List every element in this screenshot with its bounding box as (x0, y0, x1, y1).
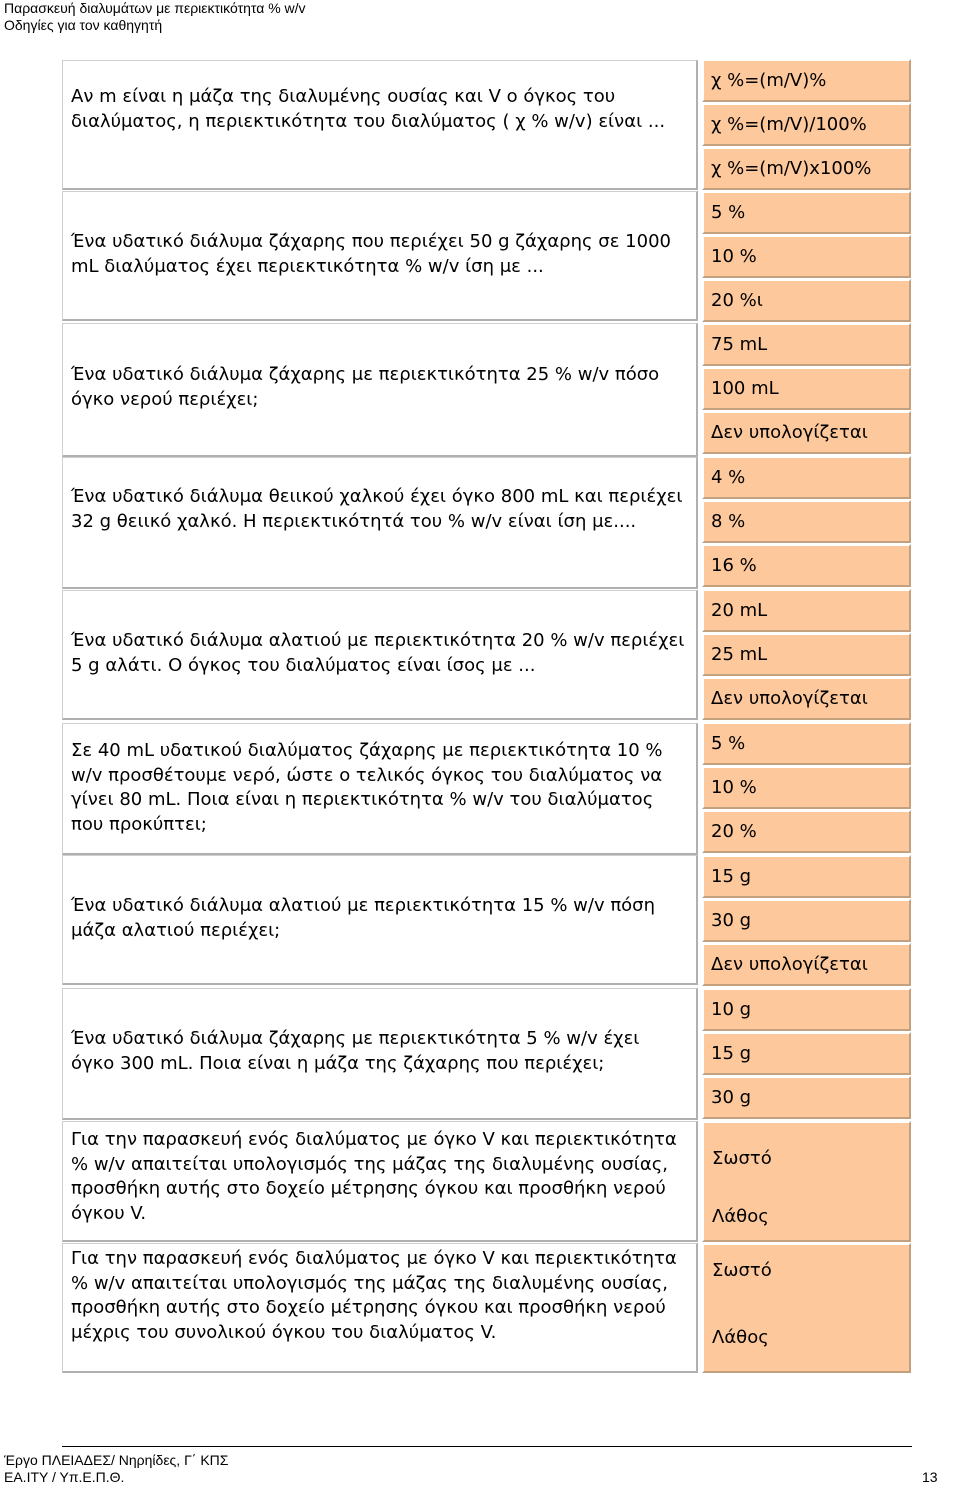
page-number: 13 (922, 1469, 938, 1485)
question-3-option-3[interactable]: Δεν υπολογίζεται (702, 411, 911, 454)
question-7-option-1[interactable]: 15 g (702, 855, 911, 898)
question-3-box (62, 323, 698, 457)
question-1-box (62, 60, 698, 190)
question-5-option-3[interactable]: Δεν υπολογίζεται (702, 677, 911, 720)
question-4-option-2[interactable]: 8 % (702, 500, 911, 543)
question-5-box (62, 590, 698, 720)
question-6-box (62, 723, 698, 855)
question-2-option-2[interactable]: 10 % (702, 235, 911, 278)
question-4-text: Ένα υδατικό διάλυμα θειικού χαλκού έχει όγκο 800 mL και περιέχει 32 g θειικό χαλκό. Η περιεκτικότητά του % w/v είναι ίση με.... (71, 486, 683, 532)
question-6-option-2[interactable]: 10 % (702, 766, 911, 809)
question-10-box (62, 1243, 698, 1373)
question-8-option-1[interactable]: 10 g (702, 988, 911, 1031)
question-1-option-3[interactable]: χ %=(m/V)x100% (702, 147, 911, 190)
question-3-text: Ένα υδατικό διάλυμα ζάχαρης με περιεκτικότητα 25 % w/v πόσο όγκο νερού περιέχει; (71, 364, 660, 410)
question-7-box (62, 855, 698, 985)
question-8-text: Ένα υδατικό διάλυμα ζάχαρης με περιεκτικότητα 5 % w/v έχει όγκο 300 mL. Ποια είναι η μάζα της ζάχαρης που περιέχει; (71, 1028, 640, 1074)
question-5-option-1[interactable]: 20 mL (702, 589, 911, 632)
question-5-text: Ένα υδατικό διάλυμα αλατιού με περιεκτικότητα 20 % w/v περιέχει 5 g αλάτι. Ο όγκος του διαλύματος είναι ίσος με ... (71, 630, 685, 676)
question-4-box (62, 457, 698, 589)
question-10-options (702, 1243, 911, 1373)
footer-project: Έργο ΠΛΕΙΑΔΕΣ/ Νηρηίδες, Γ΄ ΚΠΣ (4, 1452, 229, 1468)
question-8-option-2[interactable]: 15 g (702, 1032, 911, 1075)
header-title: Παρασκευή διαλυμάτων με περιεκτικότητα % w/v (4, 0, 306, 16)
question-10-text: Για την παρασκευή ενός διαλύματος με όγκο V και περιεκτικότητα % w/v απαιτείται υπολογισμός της μάζας της διαλυμένης ουσίας, προσθήκη αυτής στο δοχείο μέτρησης όγκου και προσθήκη νερού μέχρις του συνολικού όγκου του διαλύματος V. (71, 1248, 677, 1343)
question-3-option-2[interactable]: 100 mL (702, 367, 911, 410)
question-8-option-3[interactable]: 30 g (702, 1076, 911, 1119)
question-9-box (62, 1121, 698, 1242)
question-7-option-3[interactable]: Δεν υπολογίζεται (702, 943, 911, 986)
question-9-option-true[interactable]: Σωστό (712, 1148, 772, 1169)
question-6-option-1[interactable]: 5 % (702, 722, 911, 765)
footer-org: ΕΑ.ΙΤΥ / Υπ.Ε.Π.Θ. (4, 1469, 125, 1485)
question-9-text: Για την παρασκευή ενός διαλύματος με όγκο V και περιεκτικότητα % w/v απαιτείται υπολογισμός της μάζας της διαλυμένης ουσίας, προσθήκη αυτής στο δοχείο μέτρησης όγκου και προσθήκη νερού όγκου V. (71, 1129, 677, 1224)
question-1-option-2[interactable]: χ %=(m/V)/100% (702, 103, 911, 146)
question-2-option-3[interactable]: 20 %ι (702, 279, 911, 322)
question-9-options (702, 1121, 911, 1242)
header-subtitle: Οδηγίες για τον καθηγητή (4, 17, 163, 33)
question-1-option-1[interactable]: χ %=(m/V)% (702, 59, 911, 102)
question-6-text: Σε 40 mL υδατικού διαλύματος ζάχαρης με περιεκτικότητα 10 % w/v προσθέτουμε νερό, ώστε ο τελικός όγκος του διαλύματος να γίνει 80 mL. Ποια είναι η περιεκτικότητα % w/v του διαλύματος που προκύπτει; (71, 740, 663, 835)
question-6-option-3[interactable]: 20 % (702, 810, 911, 853)
question-4-option-1[interactable]: 4 % (702, 456, 911, 499)
question-1-text: Αν m είναι η μάζα της διαλυμένης ουσίας και V ο όγκος του διαλύματος, η περιεκτικότητα του διαλύματος ( χ % w/v) είναι ... (71, 86, 666, 132)
question-2-box (62, 191, 698, 321)
question-7-option-2[interactable]: 30 g (702, 899, 911, 942)
question-5-option-2[interactable]: 25 mL (702, 633, 911, 676)
question-8-box (62, 988, 698, 1120)
footer-rule (62, 1446, 912, 1447)
question-2-option-1[interactable]: 5 % (702, 191, 911, 234)
question-9-option-false[interactable]: Λάθος (712, 1206, 769, 1227)
question-2-text: Ένα υδατικό διάλυμα ζάχαρης που περιέχει 50 g ζάχαρης σε 1000 mL διαλύματος έχει περιεκτικότητα % w/v ίση με ... (71, 231, 671, 277)
question-7-text: Ένα υδατικό διάλυμα αλατιού με περιεκτικότητα 15 % w/v πόση μάζα αλατιού περιέχει; (71, 895, 655, 941)
question-10-option-true[interactable]: Σωστό (712, 1260, 772, 1281)
question-10-option-false[interactable]: Λάθος (712, 1327, 769, 1348)
question-4-option-3[interactable]: 16 % (702, 544, 911, 587)
question-3-option-1[interactable]: 75 mL (702, 323, 911, 366)
